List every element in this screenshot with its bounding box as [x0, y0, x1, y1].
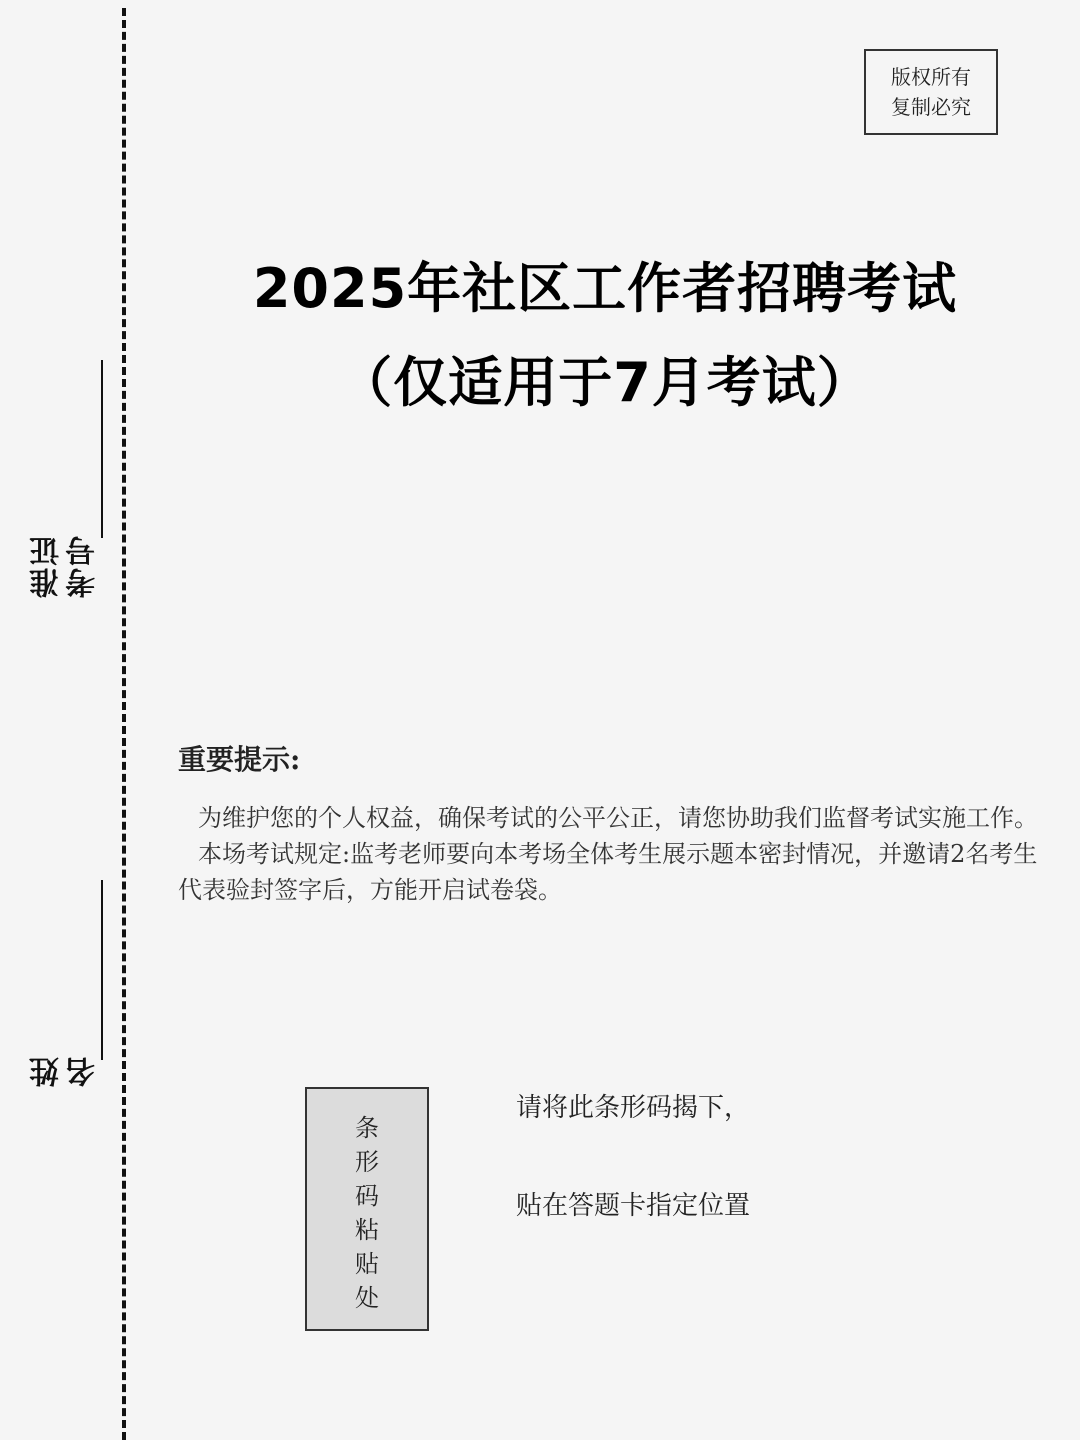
notice-body: [178, 800, 1038, 908]
admission-number-blank: [101, 360, 103, 538]
exam-subtitle: （仅适用于7月考试）: [338, 351, 872, 414]
barcode-char: 条: [355, 1114, 379, 1142]
barcode-char: 码: [355, 1182, 379, 1210]
notice-heading: 重要提示:: [178, 743, 301, 776]
copyright-box: [864, 49, 998, 135]
barcode-char: 处: [355, 1284, 379, 1312]
barcode-instruction-1: 请将此条形码揭下，: [516, 1093, 751, 1123]
binding-cut-line: [122, 8, 126, 1440]
barcode-char: 形: [355, 1148, 379, 1176]
copyright-line-1: 版权所有: [891, 65, 971, 89]
barcode-sticker-area: [305, 1087, 429, 1331]
admission-number-label: 准证 考号: [30, 534, 101, 598]
barcode-char: 贴: [355, 1250, 379, 1278]
notice-paragraph-1: 为维护您的个人权益，确保考试的公平公正，请您协助我们监督考试实施工作。: [198, 804, 1038, 832]
notice-paragraph-2: 本场考试规定:监考老师要向本考场全体考生展示题本密封情况，并邀请2名考生代表验封签字后，方能开启试卷袋。: [178, 840, 1038, 904]
copyright-line-2: 复制必究: [891, 95, 971, 119]
exam-title: 2025年社区工作者招聘考试: [252, 257, 958, 320]
name-blank: [101, 880, 103, 1060]
barcode-instruction-2: 贴在答题卡指定位置: [516, 1191, 751, 1221]
name-label: 姓 名: [30, 1055, 101, 1087]
barcode-char: 粘: [355, 1216, 379, 1244]
